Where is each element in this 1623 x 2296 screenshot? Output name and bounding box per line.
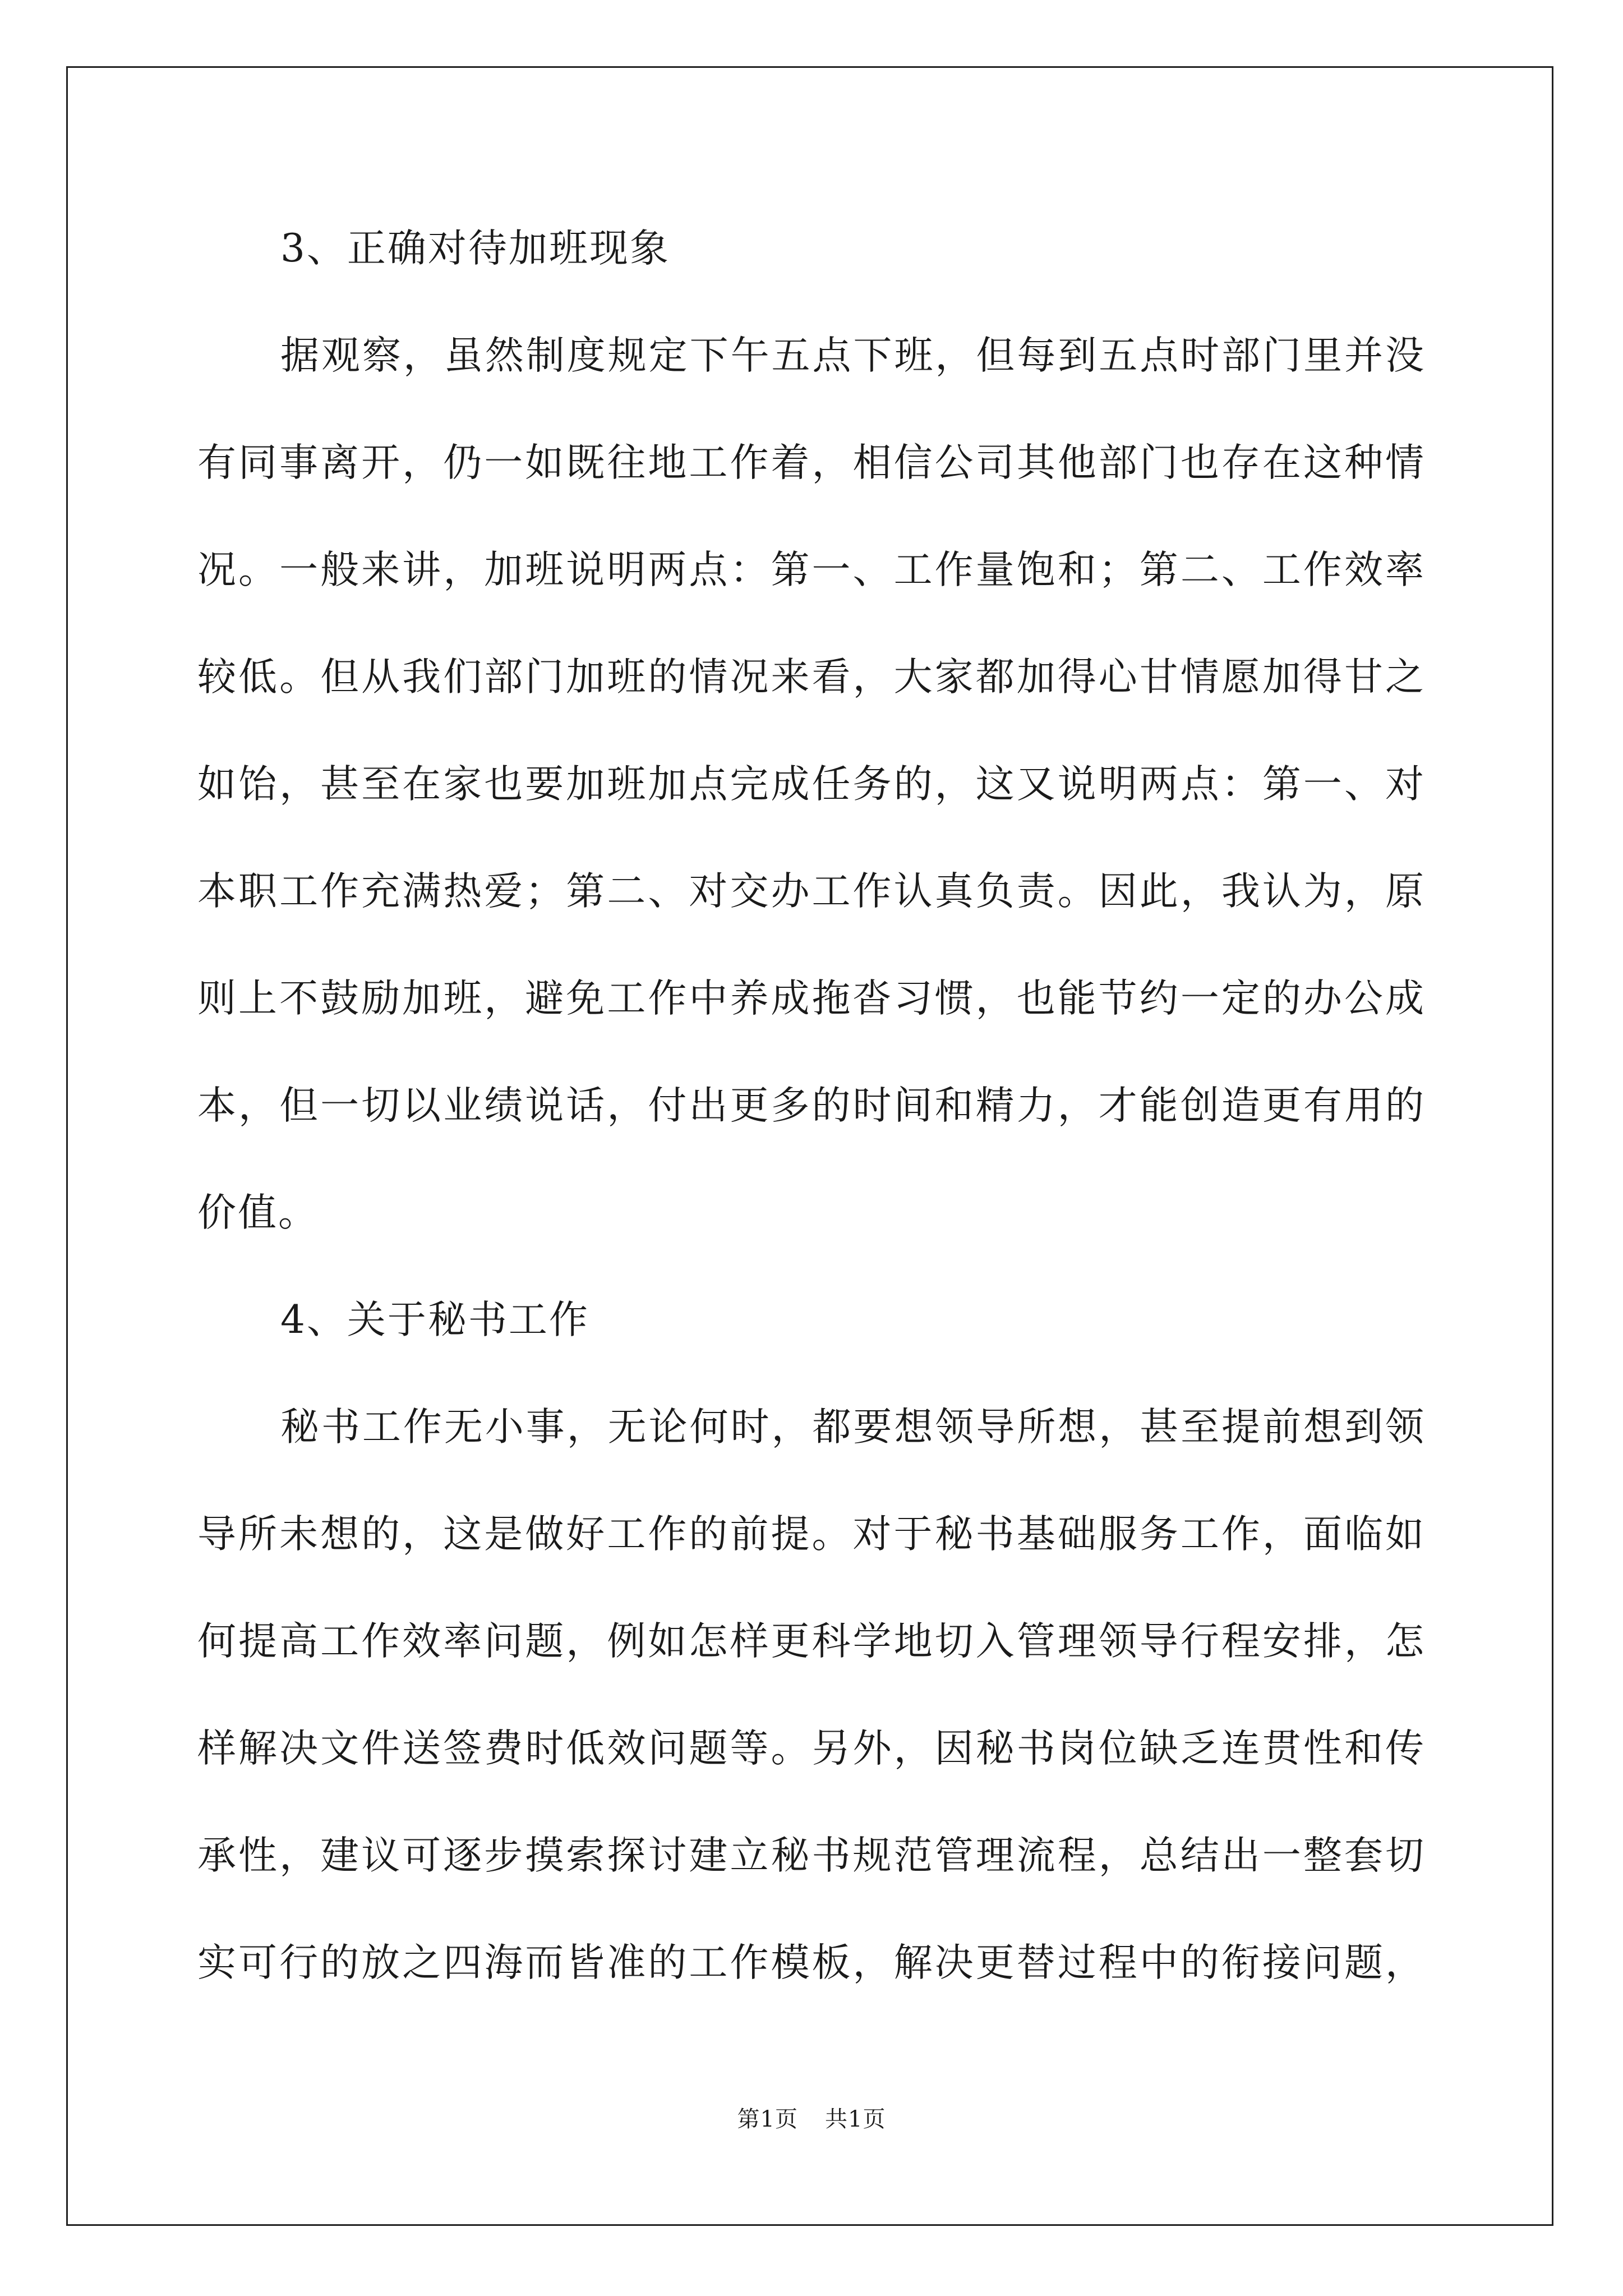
section-heading-3: 3、正确对待加班现象 [280,226,670,271]
paragraph-line: 本，但一切以业绩说话，付出更多的时间和精力，才能创造更有用的 [197,1083,1426,1128]
paragraph-line: 承性，建议可逐步摸索探讨建立秘书规范管理流程，总结出一整套切 [197,1833,1426,1878]
paragraph-line: 何提高工作效率问题，例如怎样更科学地切入管理领导行程安排，怎 [197,1619,1426,1664]
paragraph-line: 价值。 [197,1190,319,1235]
paragraph-line: 样解决文件送签费时低效问题等。另外，因秘书岗位缺乏连贯性和传 [197,1726,1426,1771]
section-heading-4: 4、关于秘书工作 [280,1297,589,1342]
page-border [66,66,1553,2226]
paragraph-line: 有同事离开，仍一如既往地工作着，相信公司其他部门也存在这种情 [197,440,1426,485]
paragraph-line: 实可行的放之四海而皆准的工作模板，解决更替过程中的衔接问题， [197,1940,1426,1985]
paragraph-line: 况。一般来讲，加班说明两点：第一、工作量饱和；第二、工作效率 [197,547,1426,592]
page-footer [0,2102,1623,2136]
page-number: 第1页 [737,2106,798,2132]
page-total: 共1页 [825,2106,886,2132]
paragraph-line: 则上不鼓励加班，避免工作中养成拖沓习惯，也能节约一定的办公成 [197,976,1426,1021]
paragraph-line: 如饴，甚至在家也要加班加点完成任务的，这又说明两点：第一、对 [197,762,1426,807]
paragraph-line: 较低。但从我们部门加班的情况来看，大家都加得心甘情愿加得甘之 [197,655,1426,700]
paragraph-line: 导所未想的，这是做好工作的前提。对于秘书基础服务工作，面临如 [197,1512,1426,1557]
paragraph-line: 据观察，虽然制度规定下午五点下班，但每到五点时部门里并没 [280,333,1426,378]
paragraph-line: 本职工作充满热爱；第二、对交办工作认真负责。因此，我认为，原 [197,869,1426,914]
paragraph-line: 秘书工作无小事，无论何时，都要想领导所想，甚至提前想到领 [280,1405,1426,1450]
